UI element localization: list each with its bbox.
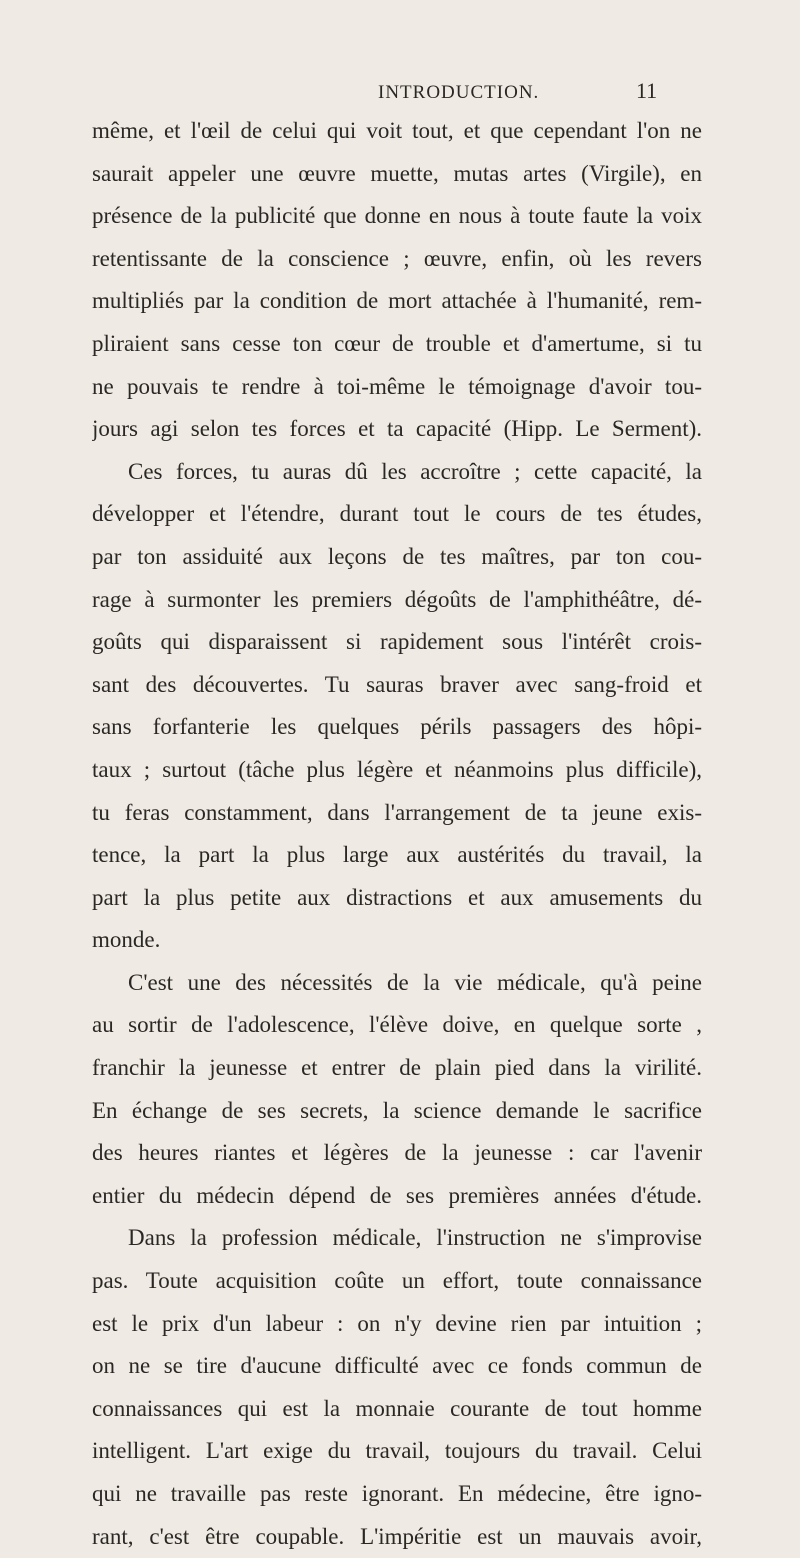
text-line: saurait appeler une œuvre muette, mutas artes (Virgile), en	[92, 160, 702, 186]
body-text	[92, 110, 702, 1558]
text-line: est le prix d'un labeur : on n'y devine rien par intuition ;	[92, 1310, 702, 1336]
text-line: taux ; surtout (tâche plus légère et néanmoins plus difficile),	[92, 756, 702, 782]
text-line: rage à surmonter les premiers dégoûts de l'amphithéâtre, dé-	[92, 586, 702, 612]
paragraph-first-line: Dans la profession médicale, l'instruction ne s'improvise	[128, 1225, 702, 1251]
text-line: multipliés par la condition de mort attachée à l'humanité, rem-	[92, 288, 702, 314]
paragraph-first-line: Ces forces, tu auras dû les accroître ; cette capacité, la	[128, 458, 702, 484]
running-title: INTRODUCTION.	[378, 82, 540, 103]
text-line: au sortir de l'adolescence, l'élève doive, en quelque sorte ,	[92, 1012, 702, 1038]
text-line: par ton assiduité aux leçons de tes maîtres, par ton cou-	[92, 543, 702, 569]
text-line: retentissante de la conscience ; œuvre, enfin, où les revers	[92, 245, 702, 271]
text-line: des heures riantes et légères de la jeunesse : car l'avenir	[92, 1140, 702, 1166]
text-line: part la plus petite aux distractions et aux amusements du	[92, 884, 702, 910]
text-line: rant, c'est être coupable. L'impéritie est un mauvais avoir,	[92, 1523, 702, 1549]
text-line: ne pouvais te rendre à toi-même le témoignage d'avoir tou-	[92, 373, 702, 399]
text-line: pliraient sans cesse ton cœur de trouble et d'amertume, si tu	[92, 330, 702, 356]
text-line: présence de la publicité que donne en nous à toute faute la voix	[92, 203, 702, 229]
text-line: goûts qui disparaissent si rapidement sous l'intérêt crois-	[92, 629, 702, 655]
text-line: tu feras constamment, dans l'arrangement de ta jeune exis-	[92, 799, 702, 825]
text-line: pas. Toute acquisition coûte un effort, toute connaissance	[92, 1268, 702, 1294]
text-line: connaissances qui est la monnaie courante de tout homme	[92, 1395, 702, 1421]
text-line: tence, la part la plus large aux austérités du travail, la	[92, 842, 702, 868]
text-line: même, et l'œil de celui qui voit tout, et que cependant l'on ne	[92, 118, 702, 143]
text-line: jours agi selon tes forces et ta capacité (Hipp. Le Serment).	[92, 416, 702, 442]
text-line: on ne se tire d'aucune difficulté avec ce fonds commun de	[92, 1353, 702, 1379]
text-line: qui ne travaille pas reste ignorant. En médecine, être igno-	[92, 1481, 702, 1506]
text-line: entier du médecin dépend de ses premières années d'étude.	[92, 1182, 702, 1208]
page-number: 11	[636, 78, 658, 103]
text-line: sans forfanterie les quelques périls passagers des hôpi-	[92, 714, 702, 740]
text-line: sant des découvertes. Tu sauras braver avec sang-froid et	[92, 671, 702, 697]
paragraph-last-line: monde.	[92, 927, 161, 953]
text-line: intelligent. L'art exige du travail, toujours du travail. Celui	[92, 1438, 702, 1464]
text-line: En échange de ses secrets, la science demande le sacrifice	[92, 1097, 702, 1123]
text-line: franchir la jeunesse et entrer de plain pied dans la virilité.	[92, 1055, 702, 1081]
paragraph-first-line: C'est une des nécessités de la vie médicale, qu'à peine	[128, 969, 702, 995]
text-line: développer et l'étendre, durant tout le cours de tes études,	[92, 501, 702, 527]
